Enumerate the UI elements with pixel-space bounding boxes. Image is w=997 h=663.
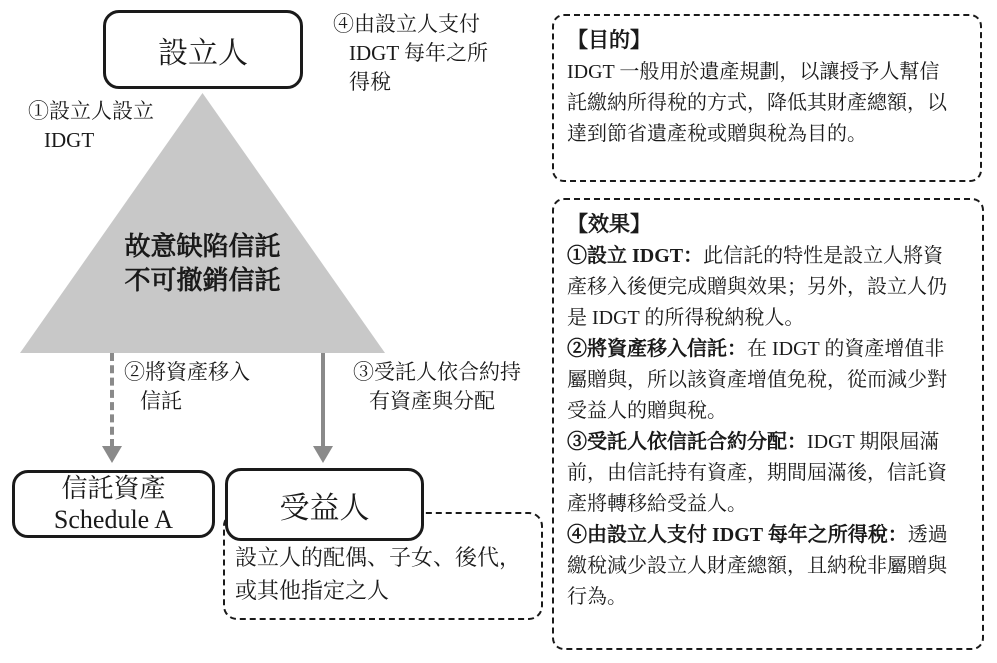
purpose-line: 託繳納所得稅的方式，降低其財產總額，以	[567, 92, 947, 114]
effects-item1-lead: ①設立 IDGT：	[567, 245, 704, 267]
effects-item2-text: 受益人的贈與稅。	[567, 400, 727, 422]
step1-label	[28, 97, 154, 155]
purpose-panel-title: 【目的】	[567, 28, 651, 52]
effects-item4-line	[567, 520, 969, 551]
effects-item4-line	[567, 551, 969, 582]
triangle-line-1: 故意缺陷信託	[124, 232, 281, 261]
step2-line-2: 信託	[140, 389, 182, 413]
grantor-box-label: 設立人	[158, 36, 248, 70]
effects-item2-lead: ②將資產移入信託：	[567, 338, 747, 360]
effects-item3-text: IDGT 期限屆滿	[807, 431, 940, 453]
effects-panel	[552, 198, 984, 650]
effects-item2-line	[567, 365, 969, 396]
purpose-panel	[552, 14, 982, 182]
trust-assets-box	[12, 470, 215, 538]
step2-line-1: ②將資產移入	[124, 360, 250, 384]
effects-item4-text: 透過	[907, 524, 948, 546]
effects-item4-line	[567, 582, 969, 613]
beneficiary-box	[225, 468, 424, 541]
step3-label	[353, 358, 521, 416]
effects-item3-text: 前，由信託持有資產，期間屆滿後，信託資	[567, 462, 947, 484]
distribute-solid-arrow	[321, 353, 325, 447]
step3-line-1: ③受託人依合約持	[353, 360, 521, 384]
step4-line-2: IDGT 每年之所	[349, 41, 489, 65]
effects-item4-text: 繳稅減少設立人財產總額，且納稅非屬贈與	[567, 555, 947, 577]
step4-line-3: 得稅	[349, 70, 391, 94]
effects-item1-line	[567, 272, 969, 303]
triangle-line-2: 不可撤銷信託	[124, 266, 281, 295]
step1-line-2: IDGT	[44, 128, 95, 152]
solid-arrow-head-icon	[313, 446, 333, 463]
step4-label	[333, 10, 488, 97]
effects-item1-line	[567, 241, 969, 272]
effects-item3-line	[567, 458, 969, 489]
effects-panel-title: 【效果】	[567, 212, 651, 236]
effects-item2-line	[567, 396, 969, 427]
beneficiary-box-label: 受益人	[279, 491, 370, 525]
trust-triangle-label	[20, 230, 385, 298]
effects-item3-line	[567, 489, 969, 520]
effects-item1-text: 是 IDGT 的所得稅納稅人。	[567, 307, 805, 329]
effects-item4-text: 行為。	[567, 586, 627, 608]
step4-line-1: ④由設立人支付	[333, 12, 480, 36]
effects-item2-line	[567, 334, 969, 365]
beneficiary-note-line-2: 或其他指定之人	[235, 578, 390, 603]
transfer-assets-dashed-arrow	[110, 353, 114, 447]
effects-item1-text: 此信託的特性是設立人將資	[703, 245, 944, 267]
purpose-line: 達到節省遺產稅或贈與稅為目的。	[567, 123, 867, 145]
trust-assets-line-1: 信託資產	[61, 474, 166, 503]
grantor-box	[103, 10, 303, 89]
effects-item4-lead: ④由設立人支付 IDGT 每年之所得稅：	[567, 524, 908, 546]
trust-assets-line-2: Schedule A	[53, 505, 174, 534]
dashed-arrow-head-icon	[102, 446, 122, 463]
effects-item1-line	[567, 303, 969, 334]
effects-item2-text: 在 IDGT 的資產增值非	[747, 338, 945, 360]
step3-line-2: 有資產與分配	[369, 389, 495, 413]
step1-line-1: ①設立人設立	[28, 99, 154, 123]
effects-item3-text: 產將轉移給受益人。	[567, 493, 747, 515]
effects-item1-text: 產移入後便完成贈與效果；另外，設立人仍	[567, 276, 947, 298]
effects-item3-line	[567, 427, 969, 458]
effects-item2-text: 屬贈與，所以該資產增值免稅，從而減少對	[567, 369, 947, 391]
step2-label	[124, 358, 250, 416]
purpose-line: IDGT 一般用於遺產規劃，以讓授予人幫信	[567, 61, 940, 83]
beneficiary-note-line-1: 設立人的配偶、子女、後代，	[235, 545, 522, 570]
effects-item3-lead: ③受託人依信託合約分配：	[567, 431, 807, 453]
